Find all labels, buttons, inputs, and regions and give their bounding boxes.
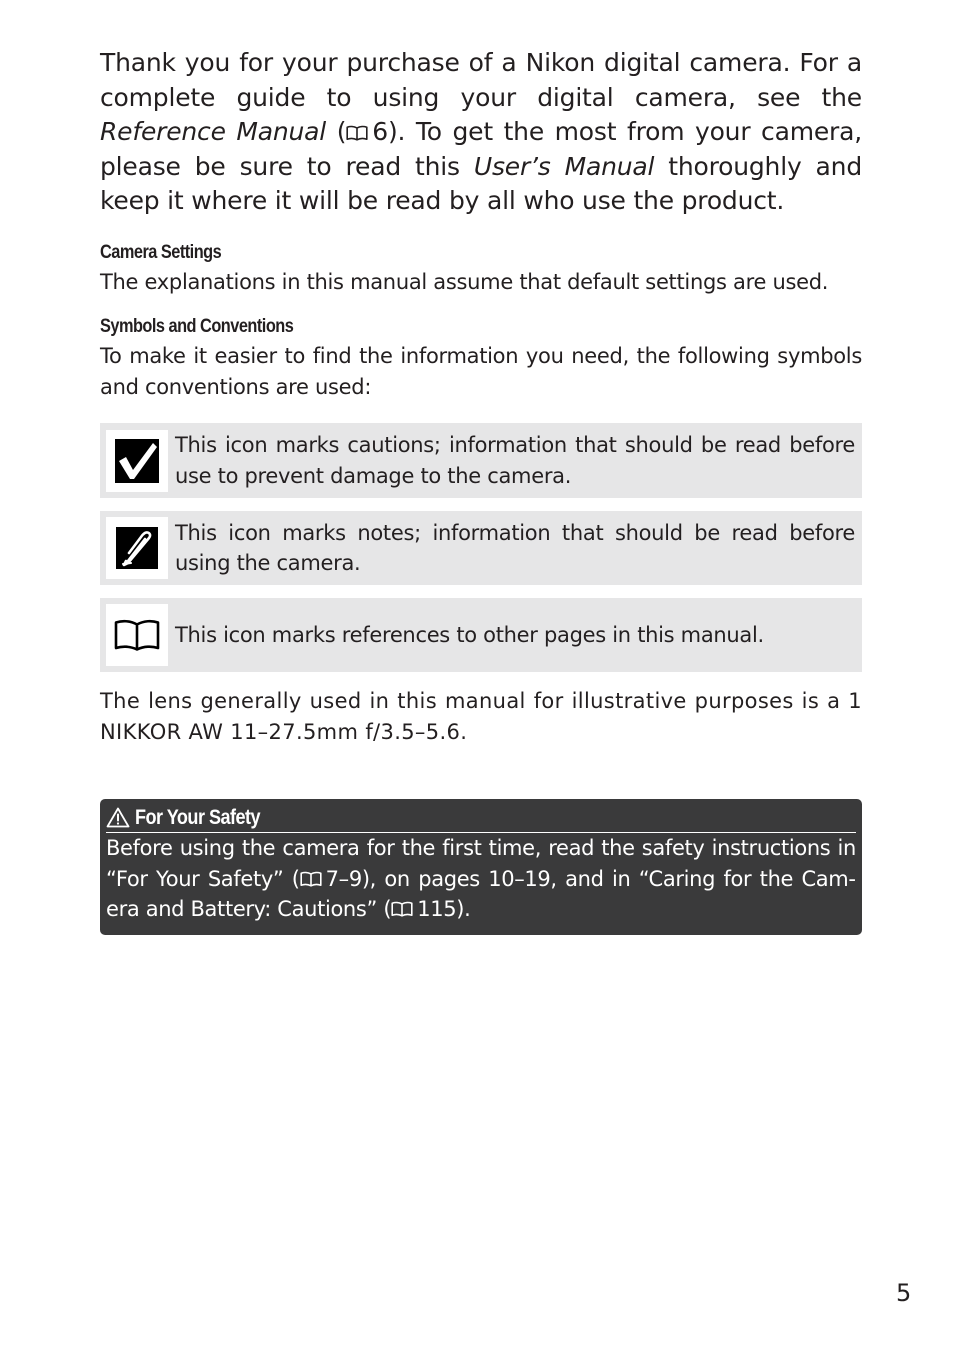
symbols-heading: Symbols and Conventions	[100, 316, 294, 337]
intro-text-2: (	[326, 117, 347, 146]
safety-text	[106, 833, 856, 925]
safety-page-ref: 115	[417, 897, 457, 921]
safety-page-range: 7–9	[325, 866, 362, 891]
camera-settings-text: The explanations in this manual assume that default settings are used.	[100, 269, 829, 294]
safety-text-1: Before using the camera for the first time, read the safety instructions in “For Your Safety” (	[106, 836, 856, 891]
book-icon	[346, 125, 368, 141]
note-pencil-icon	[116, 527, 158, 569]
safety-box	[100, 799, 862, 935]
note-icon-cell	[106, 517, 168, 579]
book-icon	[391, 901, 413, 917]
symbols-text: To make it easier to find the information you need, the following symbols and conventions are used:	[100, 344, 862, 399]
page-content	[100, 46, 862, 935]
book-reference-icon	[114, 618, 160, 652]
warning-triangle-icon	[106, 807, 130, 828]
users-manual-title: User’s Manual	[473, 151, 655, 181]
note-description: This icon marks notes; information that should be read before using the camera.	[175, 520, 855, 575]
intro-paragraph	[100, 46, 862, 219]
reference-box	[100, 598, 862, 672]
safety-title: For Your Safety	[135, 806, 261, 829]
page-number: 5	[896, 1279, 912, 1307]
intro-text-1: Thank you for your purchase of a Nikon digital camera. For a complete guide to using your digital camera, see the	[100, 48, 862, 112]
reference-manual-title: Reference Manual	[100, 117, 327, 146]
note-box	[100, 511, 862, 585]
caution-box	[100, 423, 862, 498]
safety-text-2: ), on pages 10–19, and in “Caring for the Camera and Battery: Cautions” (	[106, 866, 856, 921]
reference-icon-cell	[106, 604, 168, 666]
book-icon	[300, 871, 322, 887]
camera-settings-heading: Camera Settings	[100, 241, 222, 263]
safety-text-3: ).	[456, 897, 471, 921]
safety-header	[106, 804, 856, 833]
intro-text-3: ). To get the most from your camera, please be sure to read this	[100, 117, 862, 181]
lens-note: The lens generally used in this manual for illustrative purposes is a 1 NIKKOR AW 11–27.5mm f/3.5–5.6.	[100, 689, 862, 744]
intro-text-4: thoroughly and keep it where it will be read by all who use the product.	[100, 151, 862, 215]
reference-description: This icon marks references to other pages in this manual.	[175, 622, 764, 647]
caution-description: This icon marks cautions; information that should be read before use to prevent damage to the camera.	[175, 433, 855, 488]
caution-icon-cell	[106, 430, 168, 492]
caution-check-icon	[115, 439, 159, 483]
reference-page-number: 6	[372, 117, 388, 146]
